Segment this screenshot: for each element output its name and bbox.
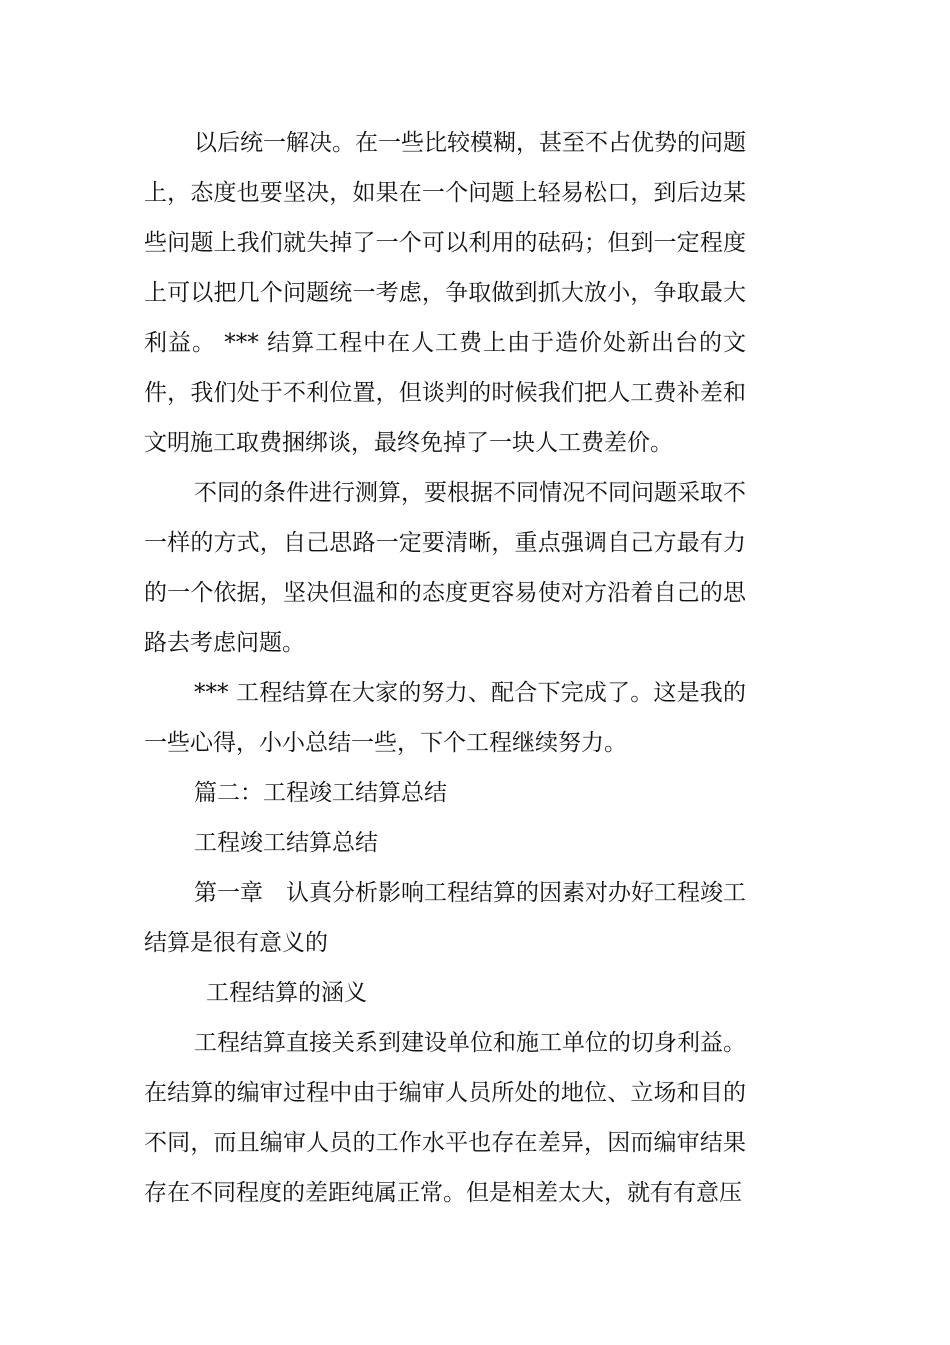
paragraph-2: 不同的条件进行测算，要根据不同情况不同问题采取不一样的方式，自己思路一定要清晰，重点强调自己方最有力的一个依据，坚决但温和的态度更容易使对方沿着自己的思路去考虑问题。 (144, 480, 746, 656)
chapter-heading: 第一章 认真分析影响工程结算的因素对办好工程竣工结算是很有意义的 (144, 880, 746, 956)
paragraph-1: 以后统一解决。在一些比较模糊，甚至不占优势的问题上，态度也要坚决，如果在一个问题上轻易松口，到后边某些问题上我们就失掉了一个可以利用的砝码；但到一定程度上可以把几个问题统一考虑，争取做到抓大放小，争取最大利益。 *** 结算工程中在人工费上由于造价处新出台的文件，我们处于不利位置，但谈判的时候我们把人工费补差和文明施工取费捆绑谈，最终免掉了一块人工费差价。 (144, 130, 746, 456)
document-title: 工程竣工结算总结 (194, 830, 378, 856)
document-body (144, 118, 746, 1218)
paragraph-3: *** 工程结算在大家的努力、配合下完成了。这是我的一些心得，小小总结一些，下个工程继续努力。 (144, 680, 746, 756)
section-heading-part-two: 篇二：工程竣工结算总结 (194, 780, 447, 806)
subsection-heading: 工程结算的涵义 (206, 980, 367, 1006)
paragraph-4: 工程结算直接关系到建设单位和施工单位的切身利益。在结算的编审过程中由于编审人员所处的地位、立场和目的不同，而且编审人员的工作水平也存在差异，因而编审结果存在不同程度的差距纯属正常。但是相差太大，就有有意压 (144, 1030, 746, 1206)
